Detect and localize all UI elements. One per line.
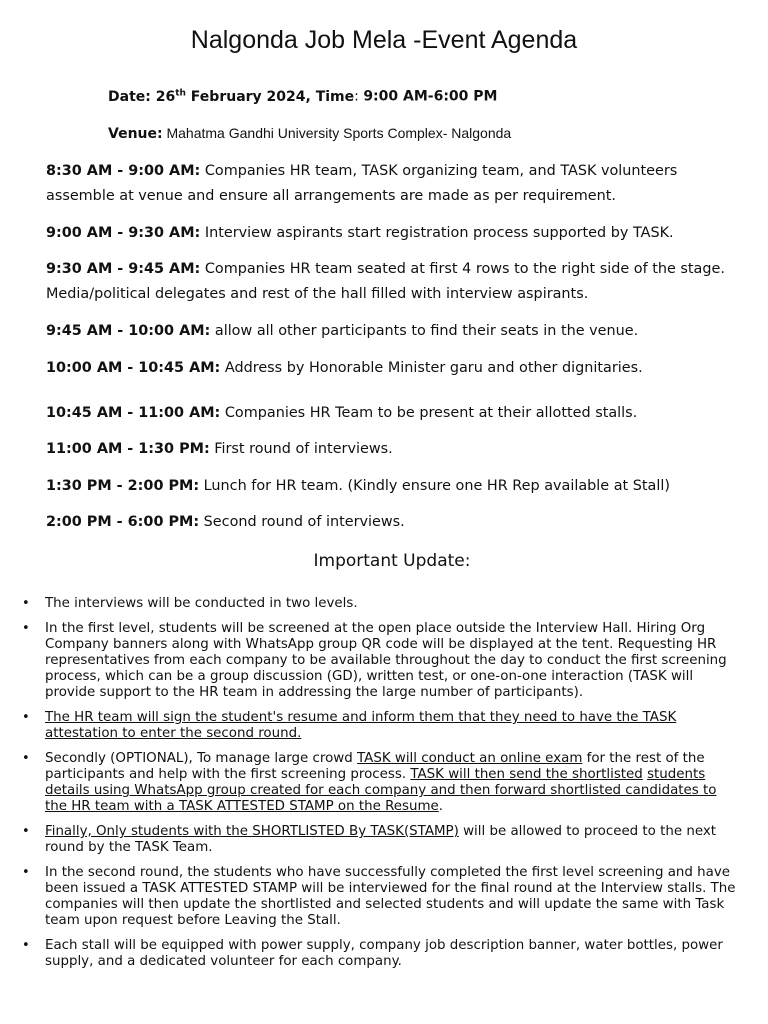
venue-label: Venue: <box>108 126 163 142</box>
bullet-icon: • <box>22 596 30 611</box>
important-update-heading: Important Update: <box>313 551 471 571</box>
date-label: Date: 26 <box>108 88 176 105</box>
bullet-icon: • <box>22 621 30 636</box>
agenda-time: 9:00 AM - 9:30 AM: <box>46 225 201 241</box>
bullet-icon: • <box>22 751 30 766</box>
agenda-item <box>46 257 746 307</box>
bullet-text: The interviews will be conducted in two levels. <box>45 596 358 611</box>
venue-value: Mahatma Gandhi University Sports Complex- Nalgonda <box>162 125 512 141</box>
agenda-description: Lunch for HR team. (Kindly ensure one HR Rep available at Stall) <box>199 478 670 494</box>
bullet-icon: • <box>22 865 30 880</box>
agenda-description: Address by Honorable Minister garu and other dignitaries. <box>220 360 643 376</box>
bullet-text: In the first level, students will be screened at the open place outside the Interview Hall. Hiring Org Company banners along with WhatsApp group QR code will be displayed at the tent. Requesting HR representatives from each company to be available throughout the day to conduct the first screening process, which can be a group discussion (GD), written test, or one-on-one interaction (TASK will provide support to the HR team in addressing the large number of participants). <box>45 621 727 700</box>
time-colon: : <box>354 88 364 105</box>
list-item <box>0 621 740 701</box>
agenda-time: 2:00 PM - 6:00 PM: <box>46 514 200 530</box>
bullet-icon: • <box>22 938 30 953</box>
bullet-text: Each stall will be equipped with power supply, company job description banner, water bottles, power supply, and a dedicated volunteer for each company. <box>45 938 723 969</box>
underlined-text: TASK will then send the shortlisted <box>410 767 643 782</box>
agenda-item <box>46 319 746 344</box>
agenda-description: Second round of interviews. <box>199 514 405 530</box>
agenda-item <box>46 474 746 499</box>
time-value: 9:00 AM-6:00 PM <box>363 88 498 105</box>
bullet-text: . <box>438 799 444 814</box>
date-time-line <box>108 88 497 105</box>
bullet-text: Secondly (OPTIONAL), To manage large crowd <box>45 751 358 766</box>
agenda-time: 1:30 PM - 2:00 PM: <box>46 478 200 494</box>
date-suffix: th <box>175 88 186 98</box>
underlined-text: students details using WhatsApp group created for each company and then forward shortlisted candidates to the HR team with a TASK ATTESTED STAMP on the Resume <box>45 767 717 814</box>
venue-line <box>108 125 511 142</box>
agenda-time: 11:00 AM - 1:30 PM: <box>46 441 210 457</box>
list-item <box>0 938 740 970</box>
update-bullet-list <box>0 596 740 979</box>
agenda-item <box>46 401 746 426</box>
agenda-item <box>46 437 746 462</box>
list-item <box>0 596 740 612</box>
underlined-text: Finally, Only students with the SHORTLISTED By TASK(STAMP) <box>45 824 459 839</box>
agenda-item <box>46 356 746 381</box>
agenda-description: First round of interviews. <box>209 441 393 457</box>
agenda-description: Interview aspirants start registration process supported by TASK. <box>200 225 674 241</box>
agenda-time: 10:45 AM - 11:00 AM: <box>46 405 221 421</box>
list-item <box>0 710 740 742</box>
agenda-time: 10:00 AM - 10:45 AM: <box>46 360 221 376</box>
list-item <box>0 865 740 929</box>
list-item <box>0 824 740 856</box>
agenda-time: 9:45 AM - 10:00 AM: <box>46 323 211 339</box>
underlined-text: The HR team will sign the student's resume and inform them that they need to have the TASK attestation to enter the second round. <box>45 710 677 741</box>
agenda-description: allow all other participants to find their seats in the venue. <box>210 323 639 339</box>
bullet-text: In the second round, the students who have successfully completed the first level screening and have been issued a TASK ATTESTED STAMP will be interviewed for the final round at the Interview stalls. The companies will then update the shortlisted and selected students and will update the same with Task team upon request before Leaving the Stall. <box>45 865 736 928</box>
agenda-item <box>46 510 746 535</box>
agenda-item <box>46 159 746 209</box>
date-rest: February 2024, Time <box>185 88 355 105</box>
bullet-text: for the rest of the participants and help with the first screening process. <box>45 751 705 782</box>
bullet-icon: • <box>22 710 30 725</box>
agenda-time: 8:30 AM - 9:00 AM: <box>46 163 201 179</box>
agenda-description: Companies HR Team to be present at their allotted stalls. <box>220 405 638 421</box>
agenda-description: Companies HR team seated at first 4 rows to the right side of the stage. Media/political delegates and rest of the hall filled with interview aspirants. <box>46 261 725 302</box>
agenda-time: 9:30 AM - 9:45 AM: <box>46 261 201 277</box>
bullet-text: will be allowed to proceed to the next round by the TASK Team. <box>45 824 717 855</box>
underlined-text: TASK will conduct an online exam <box>357 751 583 766</box>
document-title: Nalgonda Job Mela -Event Agenda <box>190 26 578 54</box>
list-item <box>0 751 740 815</box>
bullet-icon: • <box>22 824 30 839</box>
agenda-description: Companies HR team, TASK organizing team, and TASK volunteers assemble at venue and ensure all arrangements are made as per requirement. <box>46 163 678 204</box>
agenda-item <box>46 221 746 246</box>
